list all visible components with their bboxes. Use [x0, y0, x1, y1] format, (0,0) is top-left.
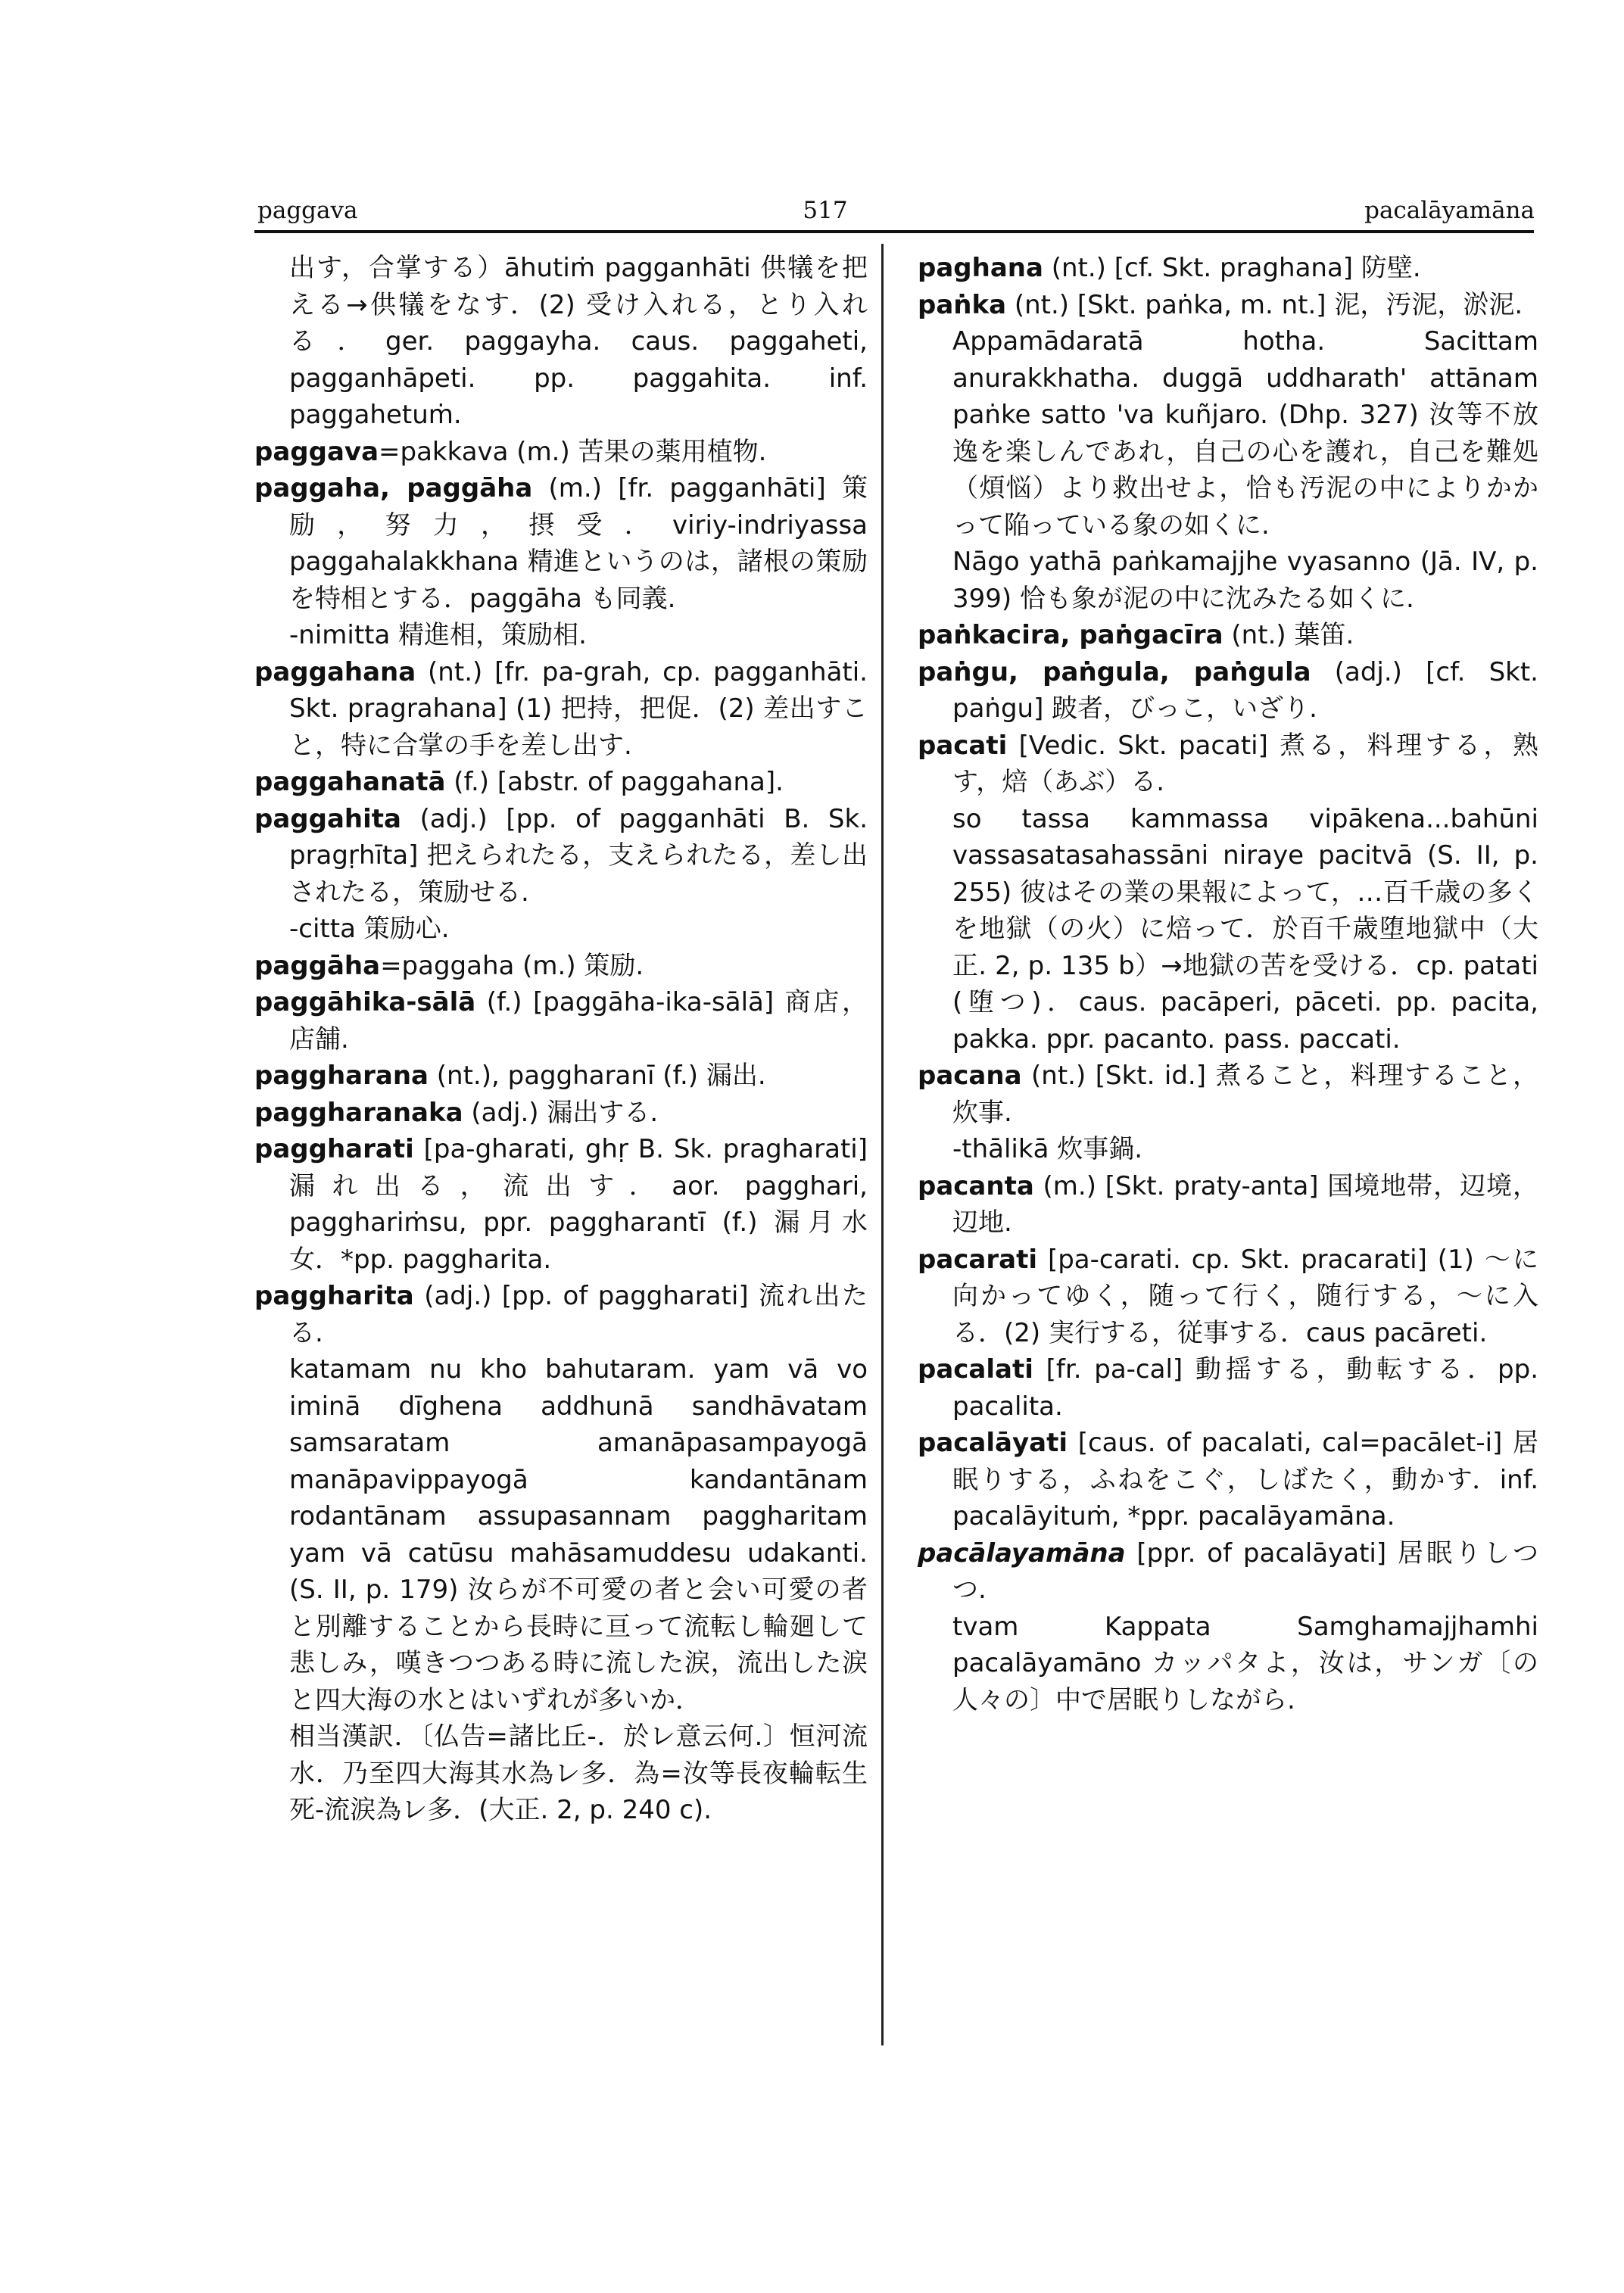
citation-text: Nāgo yathā paṅkamajjhe vyasanno (Jā. IV, p. 399) 恰も象が泥の中に沈みたる如くに.: [952, 547, 1538, 614]
headword: pacalāyati: [918, 1428, 1068, 1458]
citation-text: 相当漢訳．〔仏告=諸比丘-．於レ意云何.〕恒河流水．乃至四大海其水為レ多．為=汝等長夜輪転生死-流涙為レ多．(大正. 2, p. 240 c).: [289, 1721, 868, 1825]
left-column: [254, 250, 868, 1829]
headword: paṅgu, paṅgula, paṅgula: [918, 656, 1311, 687]
dictionary-entry: [254, 434, 868, 471]
citation-block: [918, 323, 1538, 544]
entry-text: (adj.) [pp. of pagganhāti B. Sk. pragṛhīta] 把えられたる，支えられたる，差し出されたる，策励せる.: [289, 803, 868, 908]
entry-text: -citta 策励心.: [289, 914, 450, 944]
column-divider: [881, 244, 884, 2045]
dictionary-entry: [254, 764, 868, 801]
entry-subentry: [918, 1131, 1538, 1168]
headword: paggharanaka: [254, 1097, 463, 1128]
entry-text: (adj.) [pp. of paggharati] 流れ出たる.: [289, 1281, 868, 1348]
dictionary-entry: [254, 1095, 868, 1132]
dictionary-entry: [918, 727, 1538, 801]
page-number: 517: [803, 197, 848, 224]
entry-text: [ppr. of pacalāyati] 居眠りしつつ.: [952, 1537, 1538, 1605]
dictionary-entry: [254, 1278, 868, 1351]
dictionary-entry: [918, 1351, 1538, 1425]
citation-block: [918, 1609, 1538, 1719]
entry-text: [Vedic. Skt. pacati] 煮る，料理する，熟す，焙（あぶ）る.: [952, 730, 1539, 797]
dictionary-entry: [918, 1168, 1538, 1242]
entry-text: (m.) [Skt. praty-anta] 国境地帯，辺境，辺地.: [952, 1170, 1538, 1238]
entry-text: [pa-gharati, ghṛ B. Sk. pragharati] 漏れ出る，流出す．aor. pagghari, pagghariṁsu, ppr. paggharantī (f.) 漏月水女．*pp. paggharita.: [289, 1134, 868, 1275]
headword: paghana: [918, 253, 1043, 283]
headword: paggharati: [254, 1134, 414, 1164]
citation-text: katamam nu kho bahutaram. yam vā vo iminā dīghena addhunā sandhāvatam samsaratam amanāpasampayogā manāpavippayogā kandantānam rodantānam assupasannam paggharitam yam vā catūsu mahāsamuddesu udakanti. (S. II, p. 179) 汝らが不可愛の者と会い可愛の者と別離することから長時に亘って流転し輪廻して悲しみ，嘆きつつある時に流した涙，流出した涙と四大海の水とはいずれが多いか．: [289, 1354, 868, 1715]
headword: paggāha: [254, 950, 381, 981]
headword: paggahita: [254, 803, 401, 834]
dictionary-entry: [918, 287, 1538, 324]
headword: pacana: [918, 1061, 1022, 1091]
dictionary-entry: [254, 801, 868, 911]
entry-text: (f.) [abstr. of paggahana].: [454, 767, 784, 797]
headword: paggahanatā: [254, 767, 446, 797]
entry-text: (adj.) [cf. Skt. paṅgu] 跛者，びっこ，いざり.: [952, 656, 1538, 724]
headword: paṅka: [918, 289, 1007, 320]
running-head-right: pacalāyamāna: [1364, 197, 1535, 224]
headword: paggava: [254, 436, 379, 467]
entry-text: (nt.) [Skt. paṅka, m. nt.] 泥，汚泥，淤泥.: [1014, 289, 1523, 320]
entry-text: -thālikā 炊事鍋.: [952, 1134, 1143, 1164]
dictionary-entry: [254, 654, 868, 765]
entry-text: (nt.) [cf. Skt. praghana] 防壁.: [1051, 253, 1421, 283]
dictionary-entry: [918, 250, 1538, 287]
citation-block: [918, 544, 1538, 617]
right-column: [918, 250, 1538, 1718]
dictionary-entry: [918, 654, 1538, 727]
entry-text: (nt.) [fr. pa-grah, cp. pagganhāti. Skt. pragrahana] (1) 把持，把促．(2) 差出すこと，特に合掌の手を差し出す.: [289, 656, 868, 761]
entry-continuation: [254, 250, 868, 434]
entry-text: (m.) [fr. pagganhāti] 策励，努力，摂受．viriy-indriyassa paggahalakkhana 精進というのは，諸根の策励を特相とする．paggāha も同義.: [289, 473, 868, 614]
header-rule: [254, 230, 1534, 233]
dictionary-entry: [918, 1242, 1538, 1352]
entry-subentry: [254, 911, 868, 948]
citation-block: [918, 801, 1538, 1058]
running-head-left: paggava: [257, 197, 358, 224]
entry-text: [caus. of pacalati, cal=pacālet-i] 居眠りする，ふねをこぐ，しばたく，動かす．inf. pacalāyituṁ, *ppr. pacalāyamāna.: [952, 1428, 1539, 1531]
entry-text: 出す，合掌する）āhutiṁ pagganhāti 供犠を把える→供犠をなす．(2) 受け入れる，とり入れる．ger. paggayha. caus. paggaheti, pagganhāpeti. pp. paggahita. inf. paggahetuṁ.: [289, 253, 868, 430]
dictionary-entry: [918, 1535, 1538, 1609]
citation-text: so tassa kammassa vipākena...bahūni vassasatasahassāni niraye pacitvā (S. II, p. 255) 彼はその業の果報によって，…百千歳の多くを地獄（の火）に焙って．於百千歳堕地獄中（大正. 2, p. 135 b）→地獄の苦を受ける．cp. patati (堕つ)．caus. pacāperi, pāceti. pp. pacita, pakka. ppr. pacanto. pass. paccati.: [952, 803, 1538, 1055]
entry-subentry: [254, 617, 868, 654]
dictionary-entry: [254, 984, 868, 1058]
dictionary-entry: [254, 1058, 868, 1095]
headword: paggharana: [254, 1061, 429, 1091]
entry-text: =pakkava (m.) 苦果の薬用植物.: [379, 436, 767, 467]
headword: pacanta: [918, 1170, 1034, 1201]
entry-text: [fr. pa-cal] 動揺する，動転する．pp. pacalita.: [952, 1354, 1538, 1422]
entry-text: -nimitta 精進相，策励相.: [289, 620, 587, 650]
dictionary-entry: [254, 948, 868, 985]
citation-text: tvam Kappata Samghamajjhamhi pacalāyamāno カッパタよ，汝は，サンガ〔の人々の〕中で居眠りしながら.: [952, 1611, 1538, 1715]
entry-text: (nt.) 葉笛.: [1231, 620, 1354, 650]
entry-text: (nt.), paggharanī (f.) 漏出.: [436, 1061, 766, 1091]
entry-text: (f.) [paggāha-ika-sālā] 商店，店舗.: [289, 987, 868, 1055]
entry-text: [pa-carati. cp. Skt. pracarati] (1) ～に向かってゆく，随って行く，随行する，～に入る．(2) 実行する，従事する．caus pacāreti.: [952, 1244, 1538, 1348]
dictionary-entry: [918, 1058, 1538, 1131]
headword: paggharita: [254, 1281, 414, 1311]
headword: paggahana: [254, 656, 416, 687]
headword: pacarati: [918, 1244, 1037, 1275]
headword: pacati: [918, 730, 1008, 761]
citation-block: [254, 1351, 868, 1718]
headword: pacālayamāna: [918, 1537, 1126, 1569]
entry-text: (nt.) [Skt. id.] 煮ること，料理すること，炊事.: [952, 1061, 1538, 1128]
entry-text: (adj.) 漏出する.: [471, 1097, 659, 1128]
entry-text: =paggaha (m.) 策励.: [380, 950, 644, 981]
citation-text: Appamādaratā hotha. Sacittam anurakkhatha. duggā uddharath' attānam paṅke satto 'va kuñjaro. (Dhp. 327) 汝等不放逸を楽しんであれ，自己の心を護れ，自己を難処（煩悩）より救出せよ，恰も汚泥の中によりかかって陥っている象の如くに.: [952, 326, 1538, 541]
citation-block: [254, 1718, 868, 1829]
dictionary-entry: [254, 1131, 868, 1278]
headword: pacalati: [918, 1354, 1033, 1385]
headword: paggaha, paggāha: [254, 473, 533, 503]
dictionary-entry: [254, 470, 868, 617]
headword: paggāhika-sālā: [254, 987, 476, 1017]
dictionary-entry: [918, 1425, 1538, 1535]
dictionary-entry: [918, 617, 1538, 654]
headword: paṅkacira, paṅgacīra: [918, 620, 1223, 650]
